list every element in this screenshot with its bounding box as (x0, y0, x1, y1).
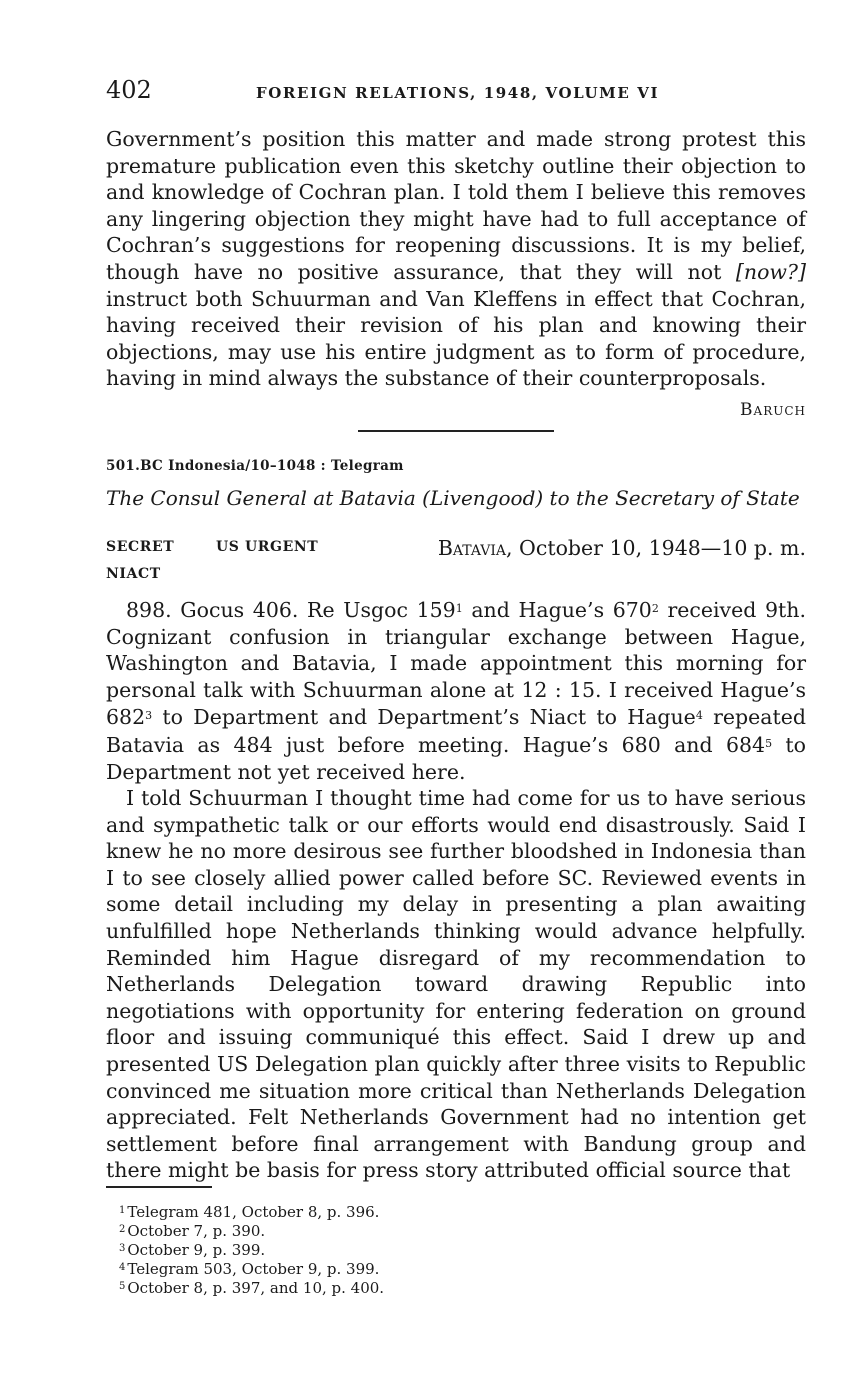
dateline-date: , October 10, 1948—10 p. m. (506, 536, 806, 560)
continued-paragraph (106, 126, 806, 392)
footnote (119, 1202, 384, 1221)
editorial-insert: [now?] (735, 259, 806, 284)
footnote-text: October 8, p. 397, and 10, p. 400. (127, 1279, 385, 1297)
footnote (119, 1240, 384, 1259)
classification-niact: NIACT (106, 566, 161, 582)
continued-text: Government’s position this matter and made strong protest this premature publication even this sketchy outline their objection to and knowledge of Cochran plan. I told them I believe this removes any lingering objection they might have had to full acceptance of Cochran’s suggestions for reopening discussions. It is my belief, though have no positive assurance, that they will not (106, 127, 806, 284)
footnote-text: Telegram 503, October 9, p. 399. (127, 1260, 380, 1278)
footnote-mark: 5 (119, 1281, 126, 1292)
body-text: to Department not yet received here. (106, 732, 806, 784)
body-text: and Hague’s 670 (462, 598, 652, 622)
page-number: 402 (106, 76, 152, 104)
footnote-mark: 3 (119, 1243, 126, 1254)
footnote-divider (106, 1186, 212, 1188)
footnote-mark: 1 (119, 1205, 126, 1216)
continued-text-end: instruct both Schuurman and Van Kleffens in effect that Cochran, having received their revision of his plan and knowing their objections, may use his entire judgment as to form of procedure, having in mind always the substance of their counterproposals. (106, 286, 806, 391)
footnote (119, 1278, 384, 1297)
footnote-ref[interactable]: 5 (765, 736, 773, 750)
file-reference: 501.BC Indonesia/10–1048 : Telegram (106, 458, 404, 474)
running-title: FOREIGN RELATIONS, 1948, VOLUME VI (256, 84, 660, 102)
footnote (119, 1221, 384, 1240)
body-text: to Department and Department’s Niact to Hague (152, 705, 696, 730)
body-text: received 9th. Cognizant confusion in triangular exchange between Hague, Washington and Batavia, I made appointment this morning for personal talk with Schuurman alone at 12 : 15. I received Hague’s 682 (106, 598, 806, 730)
section-divider (358, 430, 554, 432)
footnote-ref[interactable]: 3 (145, 709, 153, 723)
signature: Baruch (740, 400, 806, 420)
footnote-text: October 9, p. 399. (127, 1241, 266, 1259)
body-text: 898. Gocus 406. Re Usgoc 159 (126, 598, 456, 622)
body-text: repeated Batavia as 484 just before meeting. Hague’s 680 and 684 (106, 705, 806, 757)
dateline (438, 536, 806, 560)
footnote-mark: 4 (119, 1262, 126, 1273)
classification-urgency: US URGENT (216, 539, 319, 555)
document-page (106, 0, 806, 1380)
dateline-place: Batavia (437, 536, 507, 560)
classification-secret: SECRET (106, 539, 175, 555)
footnote (119, 1259, 384, 1278)
footnote-ref[interactable]: 1 (455, 602, 463, 615)
document-title: The Consul General at Batavia (Livengood) to the Secretary of State (106, 486, 800, 510)
footnote-mark: 2 (119, 1224, 126, 1235)
footnote-text: October 7, p. 390. (127, 1222, 266, 1240)
footnote-ref[interactable]: 2 (651, 602, 659, 615)
page-header (106, 76, 806, 110)
footnotes (119, 1202, 384, 1297)
footnote-text: Telegram 481, October 8, p. 396. (127, 1203, 380, 1221)
footnote-ref[interactable]: 4 (695, 709, 703, 723)
body-paragraph-1 (106, 596, 806, 785)
body-paragraph-2: I told Schuurman I thought time had come for us to have serious and sympathetic talk or our efforts would end disastrously. Said I knew he no more desirous see further bloodshed in Indonesia than I to see closely allied power called before SC. Reviewed events in some detail including my delay in presenting a plan awaiting unfulfilled hope Netherlands thinking would advance helpfully. Reminded him Hague disregard of my recommendation to Netherlands Delegation toward drawing Republic into negotiations with opportunity for entering federation on ground floor and issuing communiqué this effect. Said I drew up and presented US Delegation plan quickly after three visits to Republic convinced me situation more critical than Netherlands Delegation appreciated. Felt Netherlands Government had no intention get settlement before final arrangement with Bandung group and there might be basis for press story attributed official source that (106, 786, 806, 1183)
